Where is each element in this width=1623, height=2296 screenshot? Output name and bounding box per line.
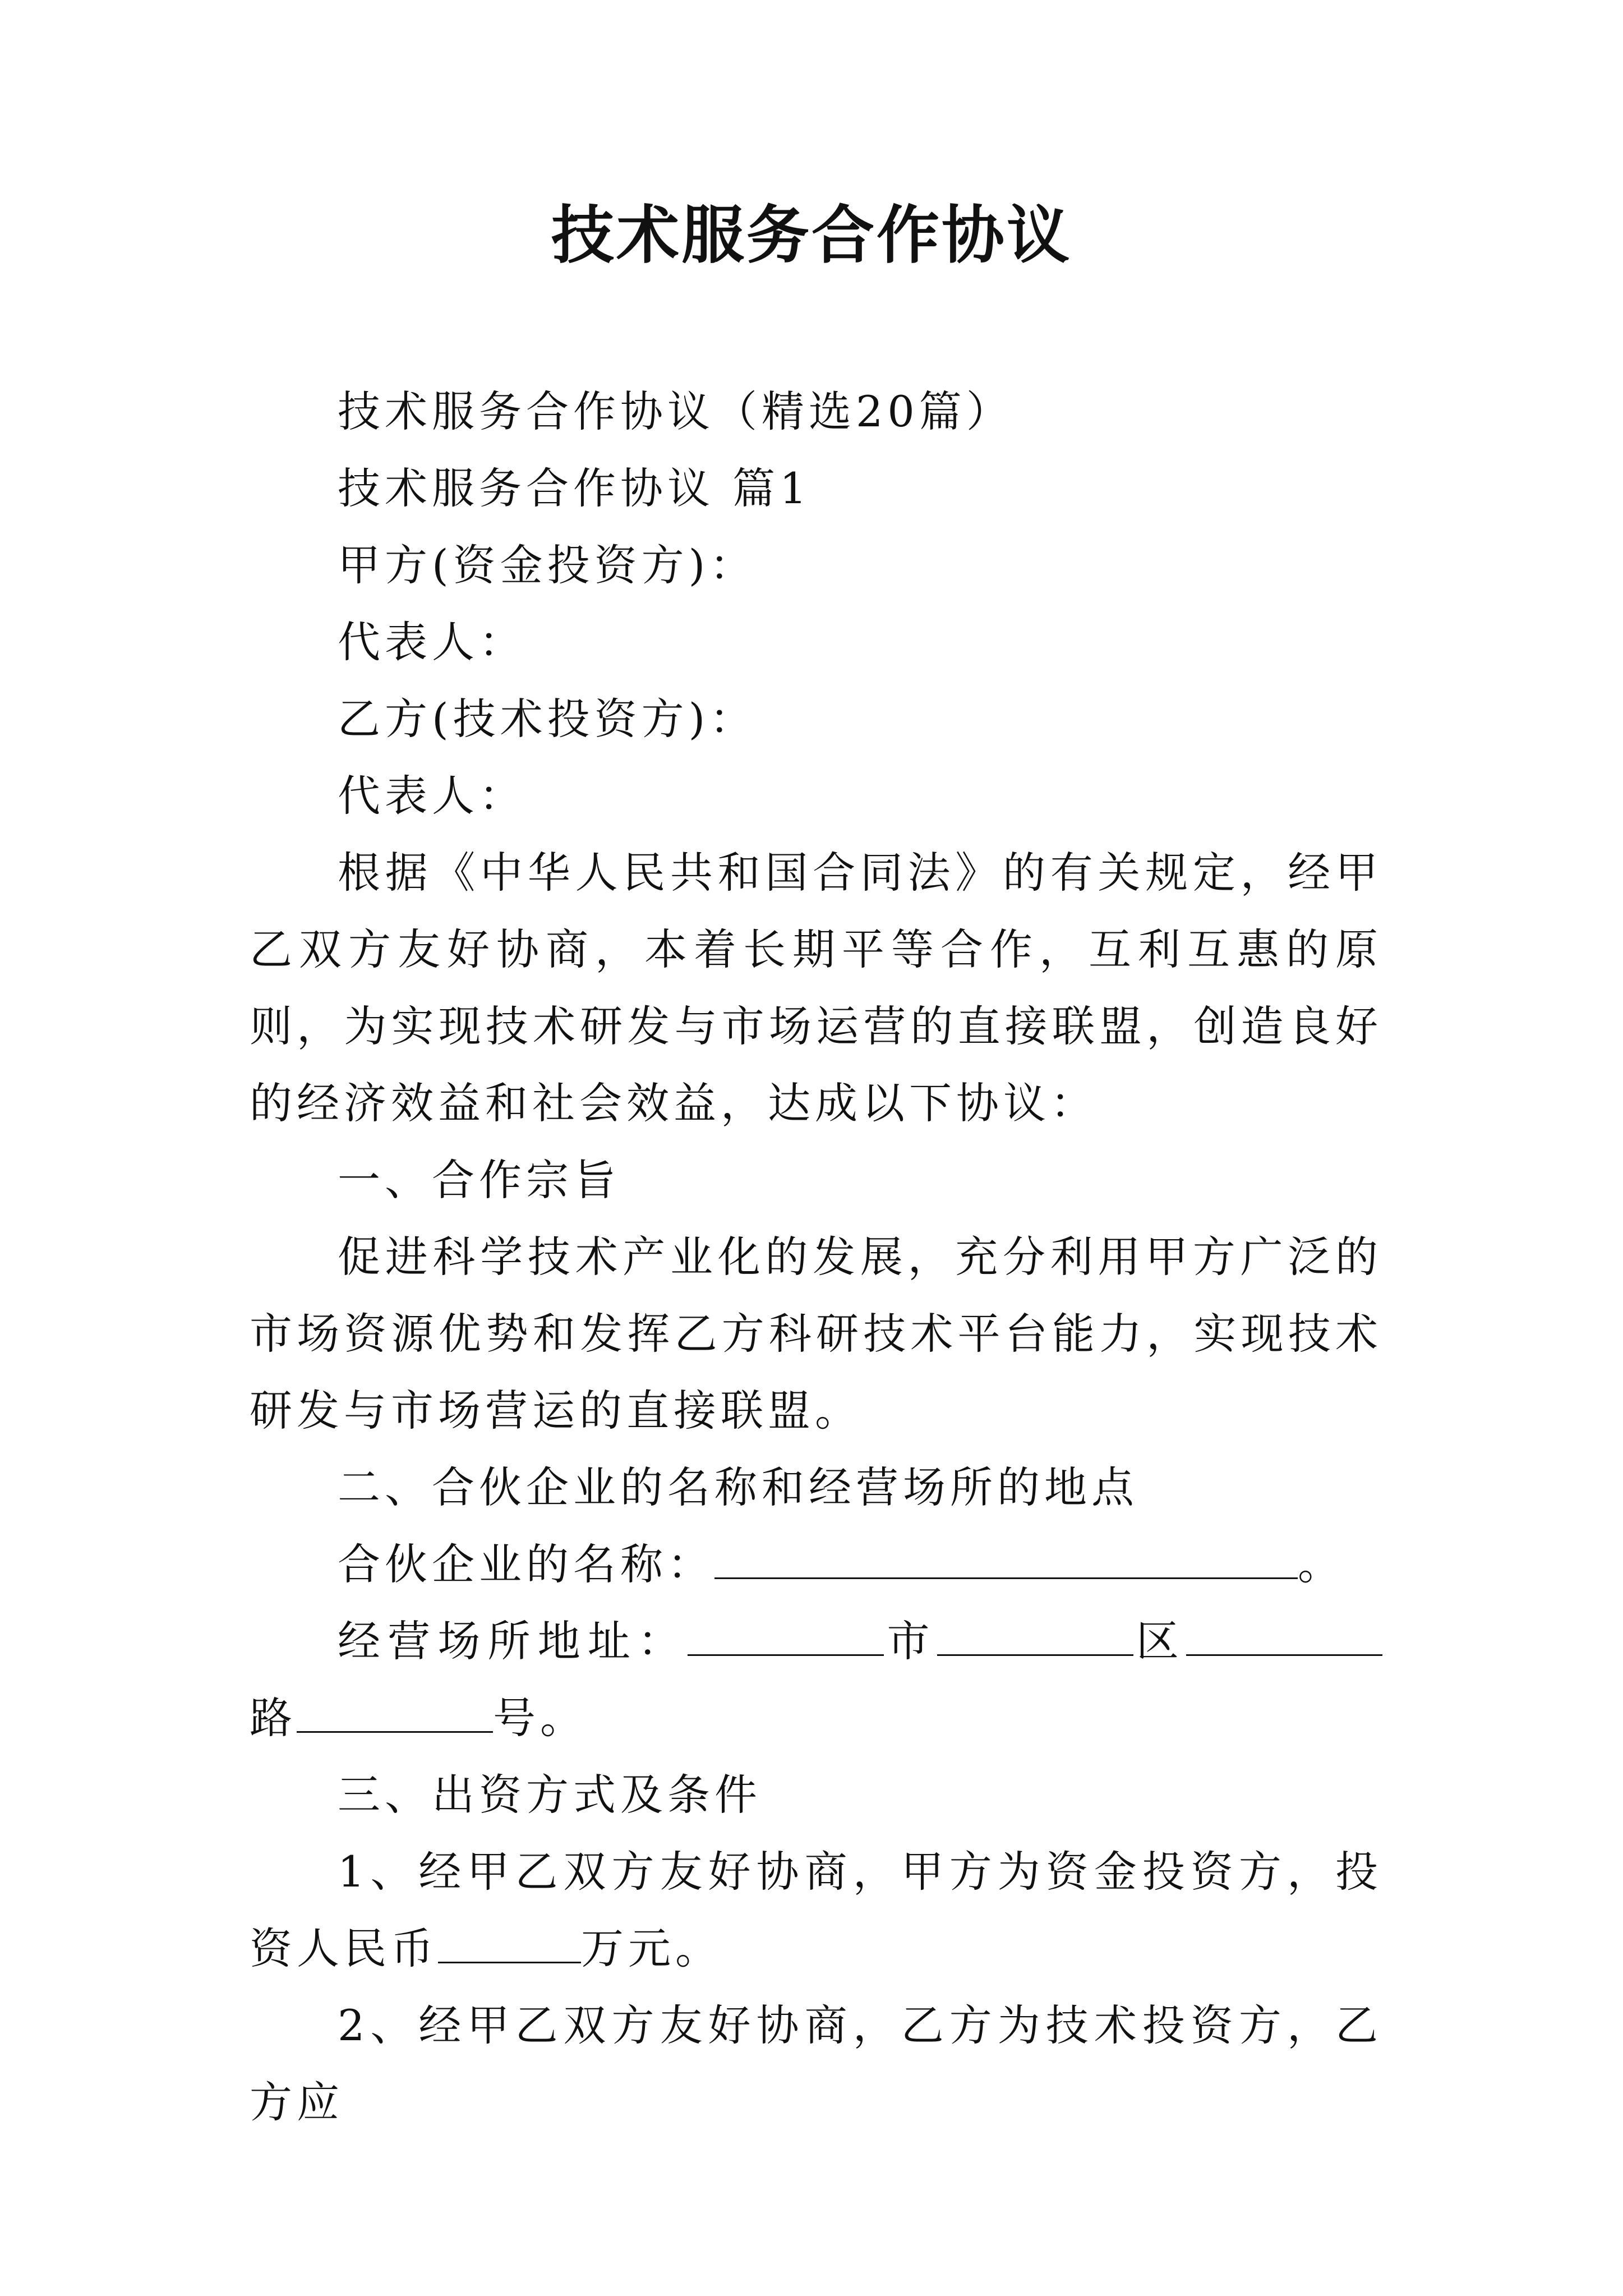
clause-heading-3: 三、出资方式及条件 xyxy=(338,1770,762,1820)
address-line xyxy=(250,1603,1382,1756)
company-name-line xyxy=(250,1526,1382,1603)
subtitle-paragraph: 技术服务合作协议（精选20篇） xyxy=(338,386,1013,436)
investment-clause-1-text: 1、经甲乙双方友好协商，甲方为资金投资方，投资人民币 xyxy=(250,1847,1382,1973)
company-name-label: 合伙企业的名称： xyxy=(338,1539,714,1589)
party-b-representative: 代表人： xyxy=(338,771,526,821)
road-suffix: 路 xyxy=(250,1693,297,1743)
party-a-line: 甲方(资金投资方)： xyxy=(338,540,757,590)
address-label: 经营场所地址： xyxy=(338,1616,688,1666)
number-suffix: 号。 xyxy=(493,1693,587,1743)
city-blank xyxy=(688,1619,884,1656)
document-title: 技术服务合作协议 xyxy=(551,199,1072,272)
investment-clause-2: 2、经甲乙双方友好协商，乙方为技术投资方，乙方应 xyxy=(250,2000,1382,2127)
document-body xyxy=(250,373,1382,2141)
section-heading: 技术服务合作协议 篇1 xyxy=(338,463,811,513)
city-suffix: 市 xyxy=(884,1616,937,1666)
clause-heading-1: 一、合作宗旨 xyxy=(338,1155,620,1205)
investment-clause-1 xyxy=(250,1833,1382,1987)
district-blank xyxy=(937,1619,1133,1656)
district-suffix: 区 xyxy=(1133,1616,1187,1666)
party-a-representative: 代表人： xyxy=(338,617,526,667)
company-name-end: 。 xyxy=(1298,1539,1345,1589)
party-b-line: 乙方(技术投资方)： xyxy=(338,694,757,744)
road-blank xyxy=(1186,1619,1382,1656)
investment-clause-1-end: 万元。 xyxy=(581,1924,722,1973)
preamble-paragraph: 根据《中华人民共和国合同法》的有关规定，经甲乙双方友好协商，本着长期平等合作，互利互惠的原则，为实现技术研发与市场运营的直接联盟，创造良好的经济效益和社会效益，达成以下协议： xyxy=(250,848,1382,1128)
company-name-blank xyxy=(714,1543,1298,1579)
clause-heading-2: 二、合伙企业的名称和经营场所的地点 xyxy=(338,1462,1138,1512)
number-blank xyxy=(297,1696,493,1733)
purpose-paragraph: 促进科学技术产业化的发展，充分利用甲方广泛的市场资源优势和发挥乙方科研技术平台能力，实现技术研发与市场营运的直接联盟。 xyxy=(250,1232,1382,1435)
amount-blank xyxy=(438,1927,581,1963)
